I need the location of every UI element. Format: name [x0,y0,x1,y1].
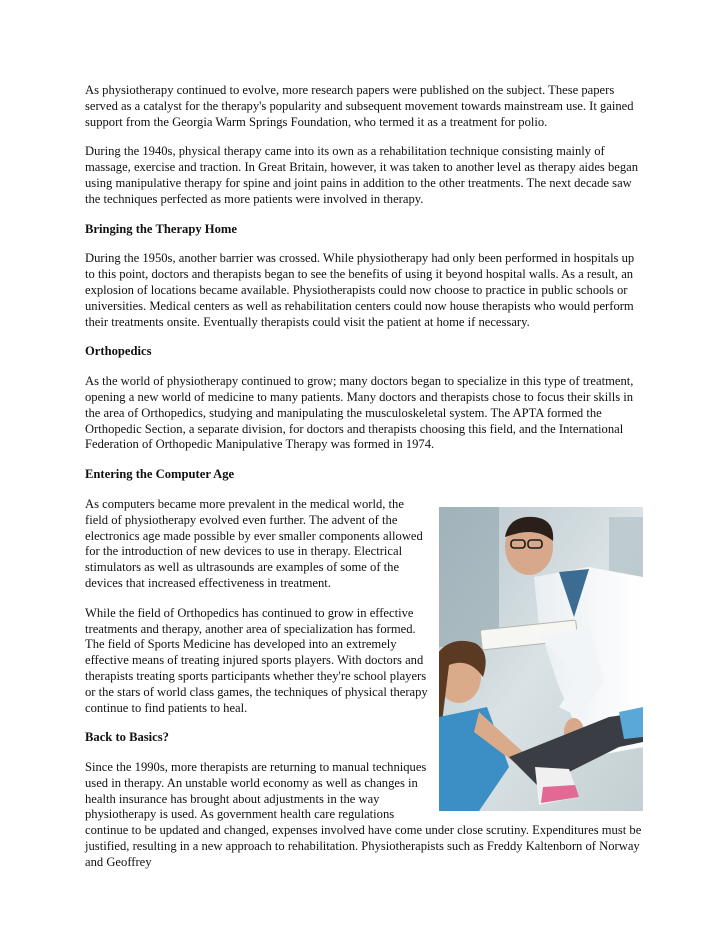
paragraph-1950s: During the 1950s, another barrier was crossed. While physiotherapy had only been performed in hospitals up to this point, doctors and therapists began to see the benefits of using it beyond hospital walls. As a result, an explosion of locations became available. Physiotherapists could now choose to practice in public schools or universities. Medical centers as well as rehabilitation centers could now house therapists who would perform their treatments onsite. Eventually therapists could visit the patient at home if necessary. [85,251,635,329]
paragraph-sports-medicine: While the field of Orthopedics has continued to grow in effective treatments and therapy, another area of specialization has formed. The field of Sports Medicine has developed into an extremely effective means of treating injured sports players. With doctors and therapists treating sports participants whether they're school players or the stars of world class games, the techniques of physical therapy continue to find patients to heal. [85,605,428,715]
paragraph-computer-age: As computers became more prevalent in the medical world, the field of physiotherapy evolved even further. The advent of the electronics age made possible by ever smaller components allowed for the introduction of new devices to use in therapy. Electrical stimulators as well as ultrasounds are examples of some of the devices that increased effectiveness in treatment. [85,496,423,590]
paragraph-1940s: During the 1940s, physical therapy came into its own as a rehabilitation technique consisting mainly of massage, exercise and traction. In Great Britain, however, it was taken to another level as therapy aides began using manipulative therapy for spine and joint pains in addition to the other treatments. The next decade saw the techniques perfected as more patients were involved in therapy. [85,144,639,206]
paragraph-research-papers: As physiotherapy continued to evolve, more research papers were published on the subject. These papers served as a catalyst for the therapy's popularity and subsequent movement towards mainstream use. It gained support from the Georgia Warm Springs Foundation, who termed it as a treatment for polio. [85,83,634,129]
article-body [85,83,647,885]
heading-computer-age: Entering the Computer Age [85,467,235,482]
therapy-photo [439,507,643,811]
doctor-patient-photo-illustration [439,507,643,811]
paragraph-orthopedics: As the world of physiotherapy continued to grow; many doctors began to specialize in this type of treatment, opening a new world of medicine to many patients. Many doctors and therapists chose to focus their skills in the area of Orthopedics, studying and manipulating the musculoskeletal system. The APTA formed the Orthopedic Section, a separate division, for doctors and therapists choosing this field, and the International Federation of Orthopedic Manipulative Therapy was formed in 1974. [85,374,634,452]
heading-back-to-basics: Back to Basics? [85,730,169,745]
heading-orthopedics: Orthopedics [85,344,152,359]
paragraph-1990s: Since the 1990s, more therapists are returning to manual techniques used in therapy. An unstable world economy as well as changes in health insurance has brought about adjustments in the way physiotherapy is used. As government health care regulations continue to be updated and changed, expenses involved have come under close scrutiny. Expenditures must be justified, resulting in a new approach to rehabilitation. Physiotherapists such as Freddy Kaltenborn of Norway and Geoffrey [85,760,642,869]
heading-bringing-therapy-home: Bringing the Therapy Home [85,221,237,236]
